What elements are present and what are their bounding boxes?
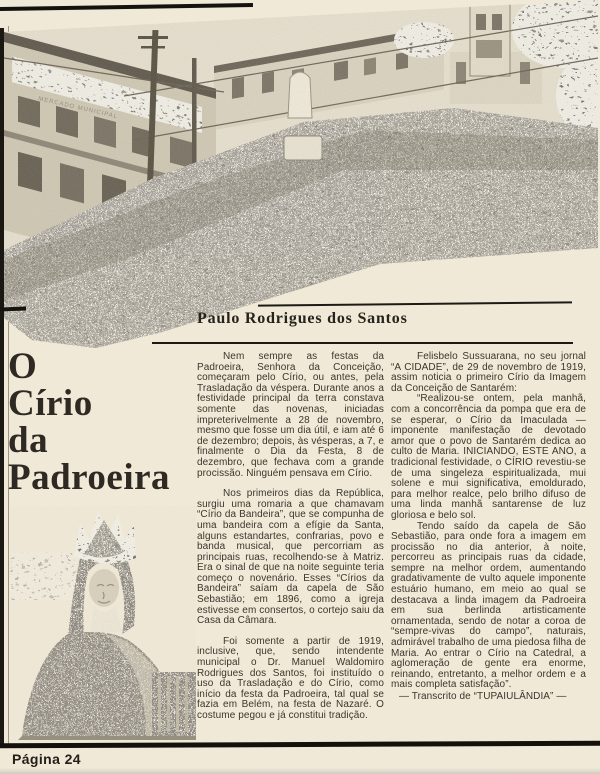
scan-bottom-shadow xyxy=(0,768,600,774)
headline-line: da xyxy=(8,420,49,461)
paragraph: Felisbelo Sussuarana, no seu jornal “A CIDADE”, de 29 de novembro de 1919, assim noticia o primeiro Círio da Imagem da Conceição de Santarém: xyxy=(391,351,586,394)
statue-grain xyxy=(10,506,196,740)
paragraph: Nos primeiros dias da República, surgiu uma romaria a que chamavam “Círio da Bandeira”, que se compunha de uma bandeira com a efígie da Santa, alguns estandartes, confrarias, povo e banda musical, que percorriam as principais ruas, recolhendo-se à Matriz. Era o sinal de que na noite seguinte teria começo o novenário. Esses “Círios da Bandeira” saíam da capela de São Sebastião; em 1896, como a igreja estivesse em consertos, o cortejo saiu da Casa da Câmara. xyxy=(197,488,384,627)
statue-photo xyxy=(10,506,196,740)
article-column-1 xyxy=(197,352,384,732)
headline-line: Círio xyxy=(8,383,93,424)
headline-line: O xyxy=(8,346,38,387)
procession-photo xyxy=(4,0,598,352)
photo-grain xyxy=(4,0,598,352)
paragraph: “Realizou-se ontem, pela manhã, com a concorrência da pompa que era de se esperar, o Círio da Imaculada — imponente manifestação de devotado amor que o povo de Santarém dedica ao culto de Maria. INICIANDO, ESTE ANO, a tradicional festividade, o CÍRIO revestiu-se de uma singeleza espiritualizada, mui solene e mui significativa, emoldurado, para melhor realce, pelo brilho difuso de uma linda manhã santarense de luz gloriosa e belo sol. xyxy=(391,393,586,521)
caption-bottom-rule xyxy=(152,342,573,344)
source-credit: — Transcrito de “TUPAIULÂNDIA” — xyxy=(399,691,567,702)
page-number: Página 24 xyxy=(12,751,81,767)
paragraph: Tendo saído da capela de São Sebastião, para onde fora a imagem em procissão no dia anterior, à noite, percorreu as principais ruas da cidade, sempre na melhor ordem, aumentando gradativamente de vulto aquele imponente estuário humano, em meio ao qual se destacava a linda imagem da Padroeira em sua berlinda artisticamente ornamentada, sendo de notar a coroa de “sempre-vivas do campo”, naturais, admirável trabalho de uma piedosa filha de Maria. Ao entrar o Círio na Catedral, a aglomeração de gente era enorme, reinando, entretanto, a melhor ordem e a mais completa satisfação”. xyxy=(391,520,586,691)
photo-caption: Paulo Rodrigues dos Santos xyxy=(197,310,408,327)
statue-photo-art xyxy=(10,506,196,740)
footer-rule xyxy=(0,741,600,749)
procession-photo-art xyxy=(4,0,598,352)
paragraph: Foi somente a partir de 1919, inclusive, que, sendo intendente municipal o Dr. Manuel Waldomiro Rodrigues dos Santos, foi instituído o uso da Trasladação e do Círio, como início da festa da Padroeira, tal qual se fazia em Belém, na festa de Nazaré. O costume pegou e já constitui tradição. xyxy=(197,635,384,721)
article-column-2 xyxy=(391,352,586,703)
headline-line: Padroeira xyxy=(8,457,171,498)
paragraph: Nem sempre as festas da Padroeira, Senhora da Conceição, começaram pelo Círio, ou antes, pela Trasladação da véspera. Durante anos a festividade principal da terra constava somente das novenas, iniciadas impreterivelmente a 28 de novembro, mesmo que fosse um dia útil, e iam até 6 de dezembro; depois, às vésperas, a 7, e finalmente o Dia da Festa, 8 de dezembro, que fechava com a grande procissão. Ninguém pensava em Círio. xyxy=(197,351,384,479)
article-headline xyxy=(8,348,170,496)
